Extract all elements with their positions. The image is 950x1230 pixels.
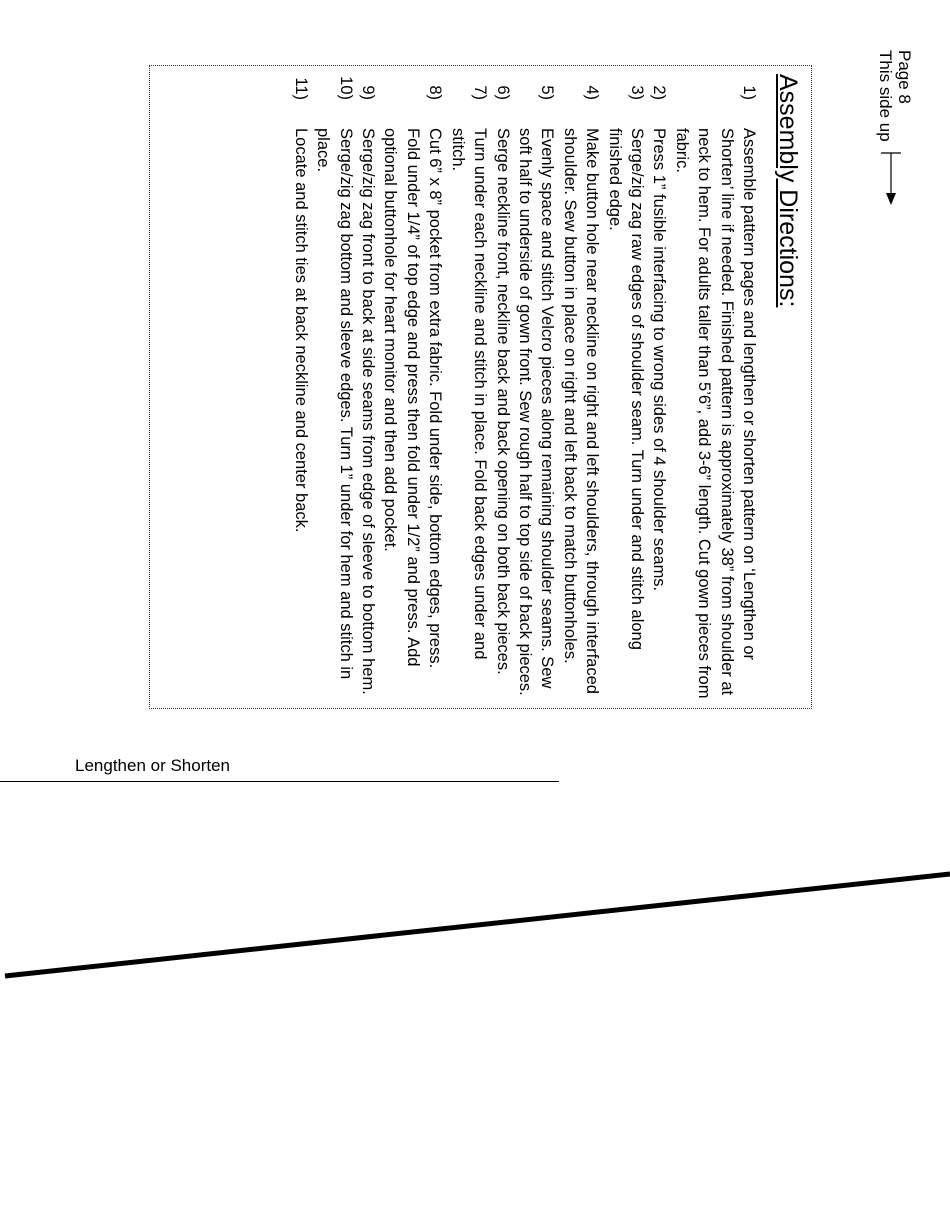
this-side-up-note: This side up bbox=[876, 50, 895, 142]
step-text: Locate and stitch ties at back neckline and center back. bbox=[291, 128, 310, 533]
step-number: 7) bbox=[471, 85, 490, 100]
directions-title: Assembly Directions: bbox=[774, 74, 802, 308]
step-number: 8) bbox=[426, 85, 445, 100]
step-text: Press 1” fusible interfacing to wrong sides of 4 shoulder seams. bbox=[650, 128, 669, 592]
step-text: Turn under each neckline and stitch in place. Fold back edges under and stitch. bbox=[448, 128, 490, 660]
step-number: 10) bbox=[336, 76, 355, 100]
step-number: 6) bbox=[493, 85, 512, 100]
page-number: Page 8 bbox=[895, 50, 914, 104]
step-text: Serge/zig zag raw edges of shoulder seam. Turn under and stitch along finished edge. bbox=[605, 128, 646, 650]
step-text: Serge neckline front, neckline back and back opening on both back pieces. bbox=[493, 128, 512, 675]
step-text: Serge/zig zag front to back at side seams from edge of sleeve to bottom hem. bbox=[359, 128, 378, 695]
step-text: Evenly space and stitch Velcro pieces along remaining shoulder seams. Sew soft half to underside of gown front. Sew rough half to top side of back pieces. bbox=[515, 128, 557, 696]
step-number: 9) bbox=[359, 85, 378, 100]
step-number: 4) bbox=[583, 85, 602, 100]
step-number: 5) bbox=[538, 85, 557, 100]
lengthen-or-shorten-label: Lengthen or Shorten bbox=[75, 756, 231, 775]
step-number: 3) bbox=[627, 85, 646, 100]
step-number: 2) bbox=[650, 85, 669, 100]
step-number: 11) bbox=[291, 77, 310, 100]
step-text: Cut 6” x 8” pocket from extra fabric. Fold under side, bottom edges, press. Fold under 1/4” of top edge and press then fold under 1/2” and press. Add optional buttonhole for heart monitor and then add pocket. bbox=[381, 128, 445, 669]
step-number: 1) bbox=[740, 85, 758, 100]
step-text: Serge/zig zag bottom and sleeve edges. Turn 1” under for hem and stitch in place. bbox=[314, 128, 355, 680]
step-text: Assemble pattern pages and lengthen or shorten pattern on ‘Lengthen or Shorten’ line if needed. Finished pattern is approximately 38” from shoulder at neck to hem. For adults taller than 5’6”, add 3-6” length. Cut gown pieces from fabric. bbox=[672, 128, 758, 699]
step-text: Make button hole near neckline on right and left shoulders, through interfaced shoulder. Sew button in place on right and left back to match buttonholes. bbox=[560, 128, 602, 694]
